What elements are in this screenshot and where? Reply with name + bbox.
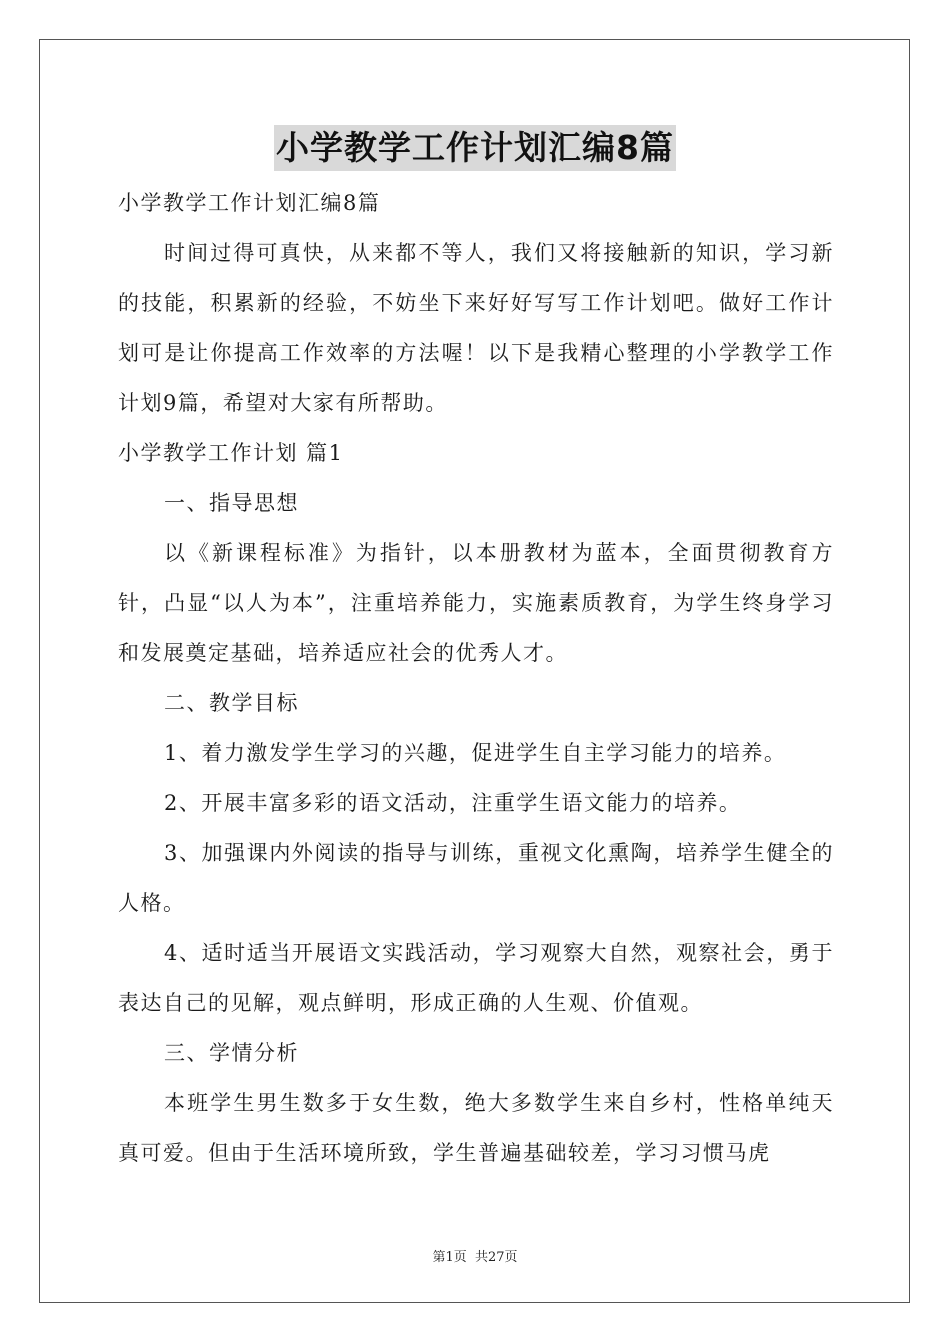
heading-student-analysis: 三、学情分析: [164, 1041, 299, 1065]
document-title: 小学教学工作计划汇编8篇: [274, 125, 676, 171]
total-pages: 共27页: [474, 1250, 518, 1265]
paragraph-intro: 时间过得可真快，从来都不等人，我们又将接触新的知识，学习新的技能，积累新的经验，不妨坐下来好好写写工作计划吧。做好工作计划可是让你提高工作效率的方法喔！以下是我精心整理的小学教学工作计划9篇，希望对大家有所帮助。: [118, 241, 834, 415]
paragraph-student-analysis: 本班学生男生数多于女生数，绝大多数学生来自乡村，性格单纯天真可爱。但由于生活环境所致，学生普遍基础较差，学习习惯马虎: [118, 1091, 834, 1165]
title-container: [0, 125, 950, 171]
page-number: 第1页: [432, 1250, 467, 1265]
paragraph-guiding-ideology: 以《新课程标准》为指针，以本册教材为蓝本，全面贯彻教育方针，凸显“以人为本”，注重培养能力，实施素质教育，为学生终身学习和发展奠定基础，培养适应社会的优秀人才。: [118, 541, 834, 665]
goal-item-2: 2、开展丰富多彩的语文活动，注重学生语文能力的培养。: [164, 791, 742, 815]
heading-teaching-goals: 二、教学目标: [164, 691, 299, 715]
heading-guiding-ideology: 一、指导思想: [164, 491, 299, 515]
goal-item-4: 4、适时适当开展语文实践活动，学习观察大自然，观察社会，勇于表达自己的见解，观点鲜明，形成正确的人生观、价值观。: [118, 941, 834, 1015]
document-body: [118, 178, 834, 1178]
goal-item-1: 1、着力激发学生学习的兴趣，促进学生自主学习能力的培养。: [164, 741, 787, 765]
paragraph-subtitle: 小学教学工作计划汇编8篇: [118, 191, 381, 215]
section-heading-part1: 小学教学工作计划 篇1: [118, 441, 344, 465]
page-footer: [0, 1246, 950, 1265]
goal-item-3: 3、加强课内外阅读的指导与训练，重视文化熏陶，培养学生健全的人格。: [118, 841, 834, 915]
